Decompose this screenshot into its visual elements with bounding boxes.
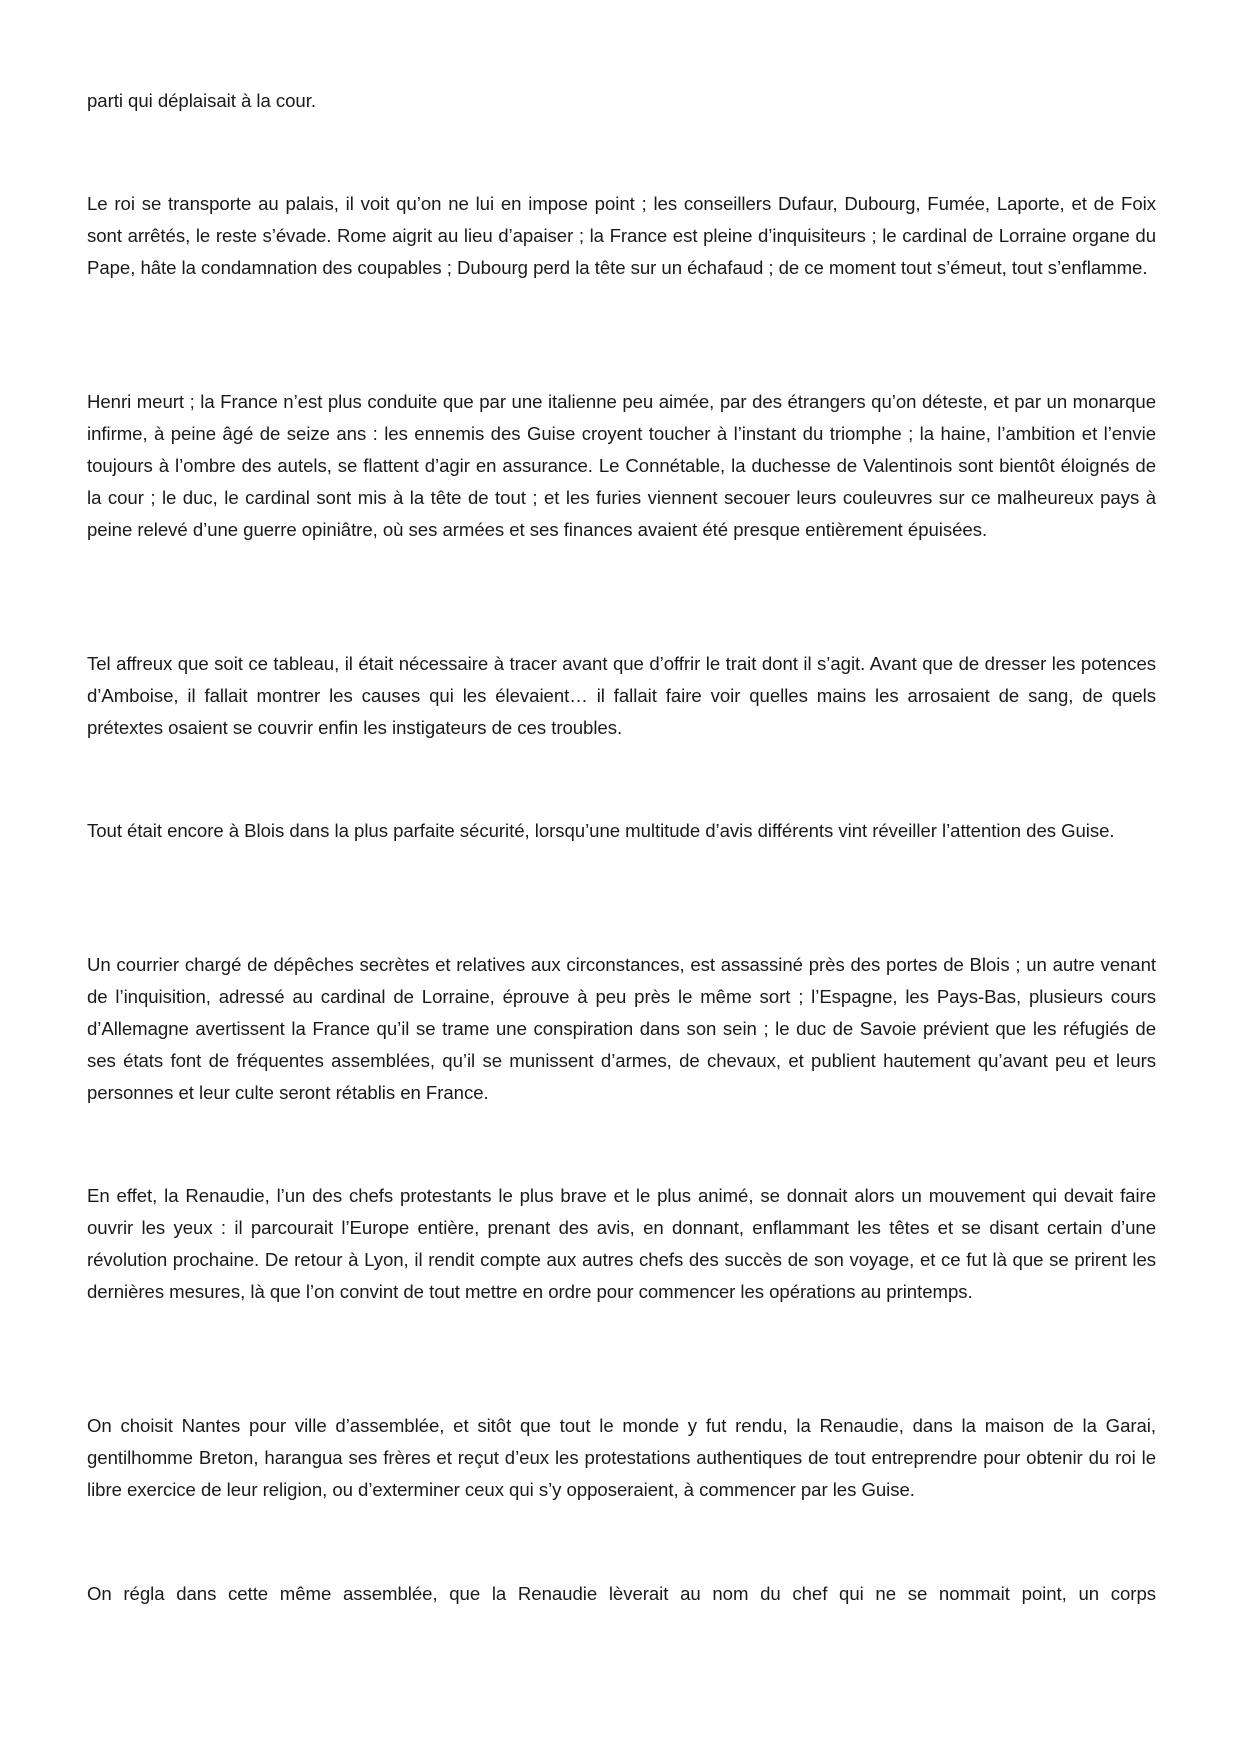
paragraph-9: On régla dans cette même assemblée, que la Renaudie lèverait au nom du chef qui ne se nommait point, un corps [87,1583,1156,1604]
paragraph-8: On choisit Nantes pour ville d’assemblée, et sitôt que tout le monde y fut rendu, la Renaudie, dans la maison de la Garai, gentilhomme Breton, harangua ses frères et reçut d’eux les protestations authentiques de tout entreprendre pour obtenir du roi le libre exercice de leur religion, ou d’exterminer ceux qui s’y opposeraient, à commencer par les Guise. [87,1415,1156,1500]
paragraph-3: Henri meurt ; la France n’est plus conduite que par une italienne peu aimée, par des étrangers qu’on déteste, et par un monarque infirme, à peine âgé de seize ans : les ennemis des Guise croyent toucher à l’instant du triomphe ; la haine, l’ambition et l’envie toujours à l’ombre des autels, se flattent d’agir en assurance. Le Connétable, la duchesse de Valentinois sont bientôt éloignés de la cour ; le duc, le cardinal sont mis à la tête de tout ; et les furies viennent secouer leurs couleuvres sur ce malheureux pays à peine relevé d’une guerre opiniâtre, où ses armées et ses finances avaient été presque entièrement épuisées. [87,391,1156,540]
paragraph-6: Un courrier chargé de dépêches secrètes et relatives aux circonstances, est assassiné près des portes de Blois ; un autre venant de l’inquisition, adressé au cardinal de Lorraine, éprouve à peu près le même sort ; l’Espagne, les Pays-Bas, plusieurs cours d’Allemagne avertissent la France qu’il se trame une conspiration dans son sein ; le duc de Savoie prévient que les réfugiés de ses états font de fréquentes assemblées, qu’il se munissent d’armes, de chevaux, et publient hautement qu’avant peu et leurs personnes et leur culte seront rétablis en France. [87,954,1156,1103]
paragraph-4: Tel affreux que soit ce tableau, il était nécessaire à tracer avant que d’offrir le trait dont il s’agit. Avant que de dresser les potences d’Amboise, il fallait montrer les causes qui les élevaient… il fallait faire voir quelles mains les arrosaient de sang, de quels prétextes osaient se couvrir enfin les instigateurs de ces troubles. [87,653,1156,738]
paragraph-1: parti qui déplaisait à la cour. [87,90,316,111]
paragraph-7: En effet, la Renaudie, l’un des chefs protestants le plus brave et le plus animé, se donnait alors un mouvement qui devait faire ouvrir les yeux : il parcourait l’Europe entière, prenant des avis, en donnant, enflammant les têtes et se disant certain d’une révolution prochaine. De retour à Lyon, il rendit compte aux autres chefs des succès de son voyage, et ce fut là que se prirent les dernières mesures, là que l’on convint de tout mettre en ordre pour commencer les opérations au printemps. [87,1185,1156,1302]
paragraph-2: Le roi se transporte au palais, il voit qu’on ne lui en impose point ; les conseillers Dufaur, Dubourg, Fumée, Laporte, et de Foix sont arrêtés, le reste s’évade. Rome aigrit au lieu d’apaiser ; la France est pleine d’inquisiteurs ; le cardinal de Lorraine organe du Pape, hâte la condamnation des coupables ; Dubourg perd la tête sur un échafaud ; de ce moment tout s’émeut, tout s’enflamme. [87,193,1156,278]
paragraph-5: Tout était encore à Blois dans la plus parfaite sécurité, lorsqu’une multitude d’avis différents vint réveiller l’attention des Guise. [87,820,1115,841]
